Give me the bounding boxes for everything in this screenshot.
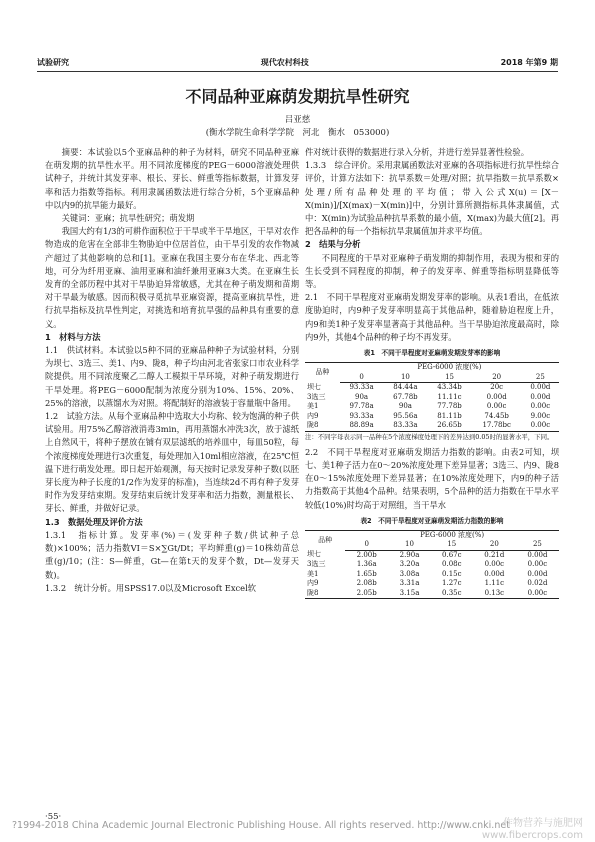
abstract: 摘要：本试验以5个亚麻品种的种子为材料，研究不同品种亚麻在萌发期的抗旱性水平。用不同浓度梯度的PEG－6000溶液处理供试种子，并统计其发芽率、根长、芽长、鲜重等指标数据，计算发芽率和活力指数等指标。利用隶属函数法进行综合分析，5个亚麻品种中以内9的抗旱能力最好。 xyxy=(45,147,299,210)
left-column xyxy=(45,146,299,595)
table2-group-header: PEG-6000 浓度(%) xyxy=(345,530,559,540)
value-cell: 77.78b xyxy=(437,402,462,411)
header-section: 试验研究 xyxy=(37,57,69,67)
value-cell: 74.45b xyxy=(484,411,509,420)
value-cell: 3.20a xyxy=(399,560,420,569)
value-cell: 0.00d xyxy=(530,383,551,392)
value-cell: 17.78bc xyxy=(472,421,522,431)
table2-col-header: 10 xyxy=(388,540,431,550)
section-1-3-3: 1.3.3 综合评价。采用隶属函数法对亚麻的各项指标进行抗旱性综合评价，计算方法如下：抗旱系数＝处理/对照；抗旱指数＝抗旱系数×处理/所有品种处理的平均值；带入公式X(u)＝[X－X(min)]/[X(max)－X(min)]中，分别计算所测指标具体隶属值，式中：X(min)为试验品种抗旱系数的最小值，X(max)为最大值[2]。再把各品种的每一个指标抗旱隶属值加并求平均值。 xyxy=(305,160,559,237)
value-cell: 97.78a xyxy=(349,402,374,411)
value-cell: 83.33a xyxy=(383,421,427,431)
value-cell: 2.00b xyxy=(356,550,377,559)
variety-cell: 内9 xyxy=(307,579,319,588)
value-cell: 0.00c xyxy=(484,560,505,569)
table1-col-header: 25 xyxy=(522,373,559,383)
table1 xyxy=(305,362,559,432)
value-cell: 0.13c xyxy=(473,589,516,599)
watermark-line1: 作物营养与施肥网 xyxy=(503,818,583,829)
variety-cell: 3选三 xyxy=(307,560,326,569)
keywords: 关键词：亚麻；抗旱性研究；萌发期 xyxy=(61,213,195,224)
watermark-line2: www.fibercrops.com xyxy=(481,830,583,841)
section-heading-2: 2 结果与分析 xyxy=(305,239,361,250)
table1-caption: 表1 不同干旱程度对亚麻萌发期发芽率的影响 xyxy=(363,349,501,358)
author: 吕亚慈 xyxy=(284,115,311,125)
value-cell: 84.44a xyxy=(393,383,418,392)
table1-col-header: 0 xyxy=(340,373,384,383)
section-2-2: 2.2 不同干旱程度对亚麻萌发期活力指数的影响。由表2可知，坝七、美1种子活力在0～20%浓度处理下差异显著；3选三、内9、陇8在0～15%浓度处理下差异显著；在10%浓度处理下，内9的种子活力指数高于其他4个品种。结果表明，5个品种的活力指数在干旱水平较低(10%)时均高于对照组，当干旱水 xyxy=(305,446,559,510)
table2-caption: 表2 不同干旱程度对亚麻萌发期活力指数的影响 xyxy=(360,516,504,525)
variety-cell: 内9 xyxy=(307,411,319,420)
value-cell: 0.00c xyxy=(530,402,551,411)
table-row xyxy=(305,560,559,570)
intro-paragraph: 我国大约有1/3的可耕作面积位于干旱或半干旱地区，干旱对农作物造成的危害在全部非生物胁迫中位居首位，由干旱引发的农作物减产超过了其他影响的总和[1]。亚麻在我国主要分布在华北、西北等地，可分为纤用亚麻、油用亚麻和油纤兼用亚麻3大类。在亚麻生长发育的全部历程中其对干旱胁迫异常敏感，尤其在种子萌发期和苗期对干旱最为敏感。因而积极寻觅抗旱亚麻资源，提高亚麻抗旱性，进行抗旱指标及抗旱性判定，对挑选和培育抗旱强的品种具有重要的意义。 xyxy=(45,226,299,329)
variety-cell: 美1 xyxy=(307,569,319,578)
table2 xyxy=(305,530,559,600)
continued-text: 件对统计获得的数据进行录入分析，并进行差异显著性检验。 xyxy=(305,147,530,157)
table2-col-header: 15 xyxy=(431,540,473,550)
table-row xyxy=(305,412,559,422)
table-row xyxy=(305,383,559,393)
value-cell: 1.11c xyxy=(484,579,505,588)
value-cell: 0.00d xyxy=(527,550,548,559)
section-heading-1: 1 材料与方法 xyxy=(45,331,101,342)
page-number: ·55· xyxy=(45,812,62,822)
value-cell: 26.65b xyxy=(427,421,471,431)
variety-cell: 坝七 xyxy=(307,382,321,391)
value-cell: 43.34b xyxy=(437,383,462,392)
value-cell: 11.11c xyxy=(437,392,462,401)
section-heading-1-3: 1.3 数据处理及评价方法 xyxy=(45,516,143,527)
value-cell: 20c xyxy=(490,383,504,392)
table-row xyxy=(305,589,559,599)
value-cell: 3.15a xyxy=(388,589,431,599)
variety-cell: 陇8 xyxy=(305,421,340,431)
value-cell: 0.00d xyxy=(486,392,507,401)
value-cell: 2.08b xyxy=(356,579,377,588)
table1-row-header: 品种 xyxy=(305,363,340,383)
value-cell: 93.33a xyxy=(349,383,374,392)
table2-row-header: 品种 xyxy=(305,530,345,550)
value-cell: 67.78b xyxy=(393,392,418,401)
value-cell: 0.00d xyxy=(527,569,548,578)
table1-col-header: 20 xyxy=(472,373,522,383)
table1-col-header: 10 xyxy=(383,373,427,383)
variety-cell: 坝七 xyxy=(307,550,321,559)
table2-col-header: 25 xyxy=(516,540,559,550)
table1-col-header: 15 xyxy=(427,373,471,383)
value-cell: 0.00c xyxy=(522,421,559,431)
value-cell: 95.56a xyxy=(393,411,418,420)
value-cell: 9.00c xyxy=(530,411,551,420)
value-cell: 0.00c xyxy=(516,589,559,599)
table-row xyxy=(305,421,559,431)
value-cell: 0.67c xyxy=(442,550,462,559)
section-1-3-2: 1.3.2 统计分析。用SPSS17.0以及Microsoft Excel软 xyxy=(45,582,257,593)
table-row xyxy=(305,393,559,403)
value-cell: 81.11b xyxy=(437,411,462,420)
value-cell: 0.00d xyxy=(530,392,551,401)
value-cell: 0.15c xyxy=(442,569,462,578)
value-cell: 2.05b xyxy=(345,589,388,599)
value-cell: 1.36a xyxy=(356,560,377,569)
copyright-footer: ?1994-2018 China Academic Journal Electronic Publishing House. All rights reserved. http://www.cnki.net xyxy=(12,820,510,831)
article-title: 不同品种亚麻荫发期抗旱性研究 xyxy=(185,87,410,106)
value-cell: 0.00d xyxy=(484,569,505,578)
table-row xyxy=(305,402,559,412)
value-cell: 0.08c xyxy=(442,560,462,569)
header-rule xyxy=(37,71,558,72)
table-row xyxy=(305,579,559,589)
section-1-2: 1.2 试验方法。从每个亚麻品种中选取大小均称、较为饱满的种子供试验用。用75%乙醇溶液消毒3min，再用蒸馏水冲洗3次，放于滤纸上自然风干，将种子摆放在铺有双层滤纸的培养皿中，每皿50粒，每个浓度梯度处理进行3次重复，每处理加入10ml相应溶液，在25℃恒温下进行萌发处理。即日起开始观测，每天按时记录发芽种子数(以胚芽长度为种子长度的1/2作为发芽的标准)，当连续2d不再有种子发芽时作为发芽结束期。发芽结束后统计发芽率和活力指数，测量根长、芽长、鲜重，并做好记录。 xyxy=(45,411,299,514)
value-cell: 0.00c xyxy=(486,402,507,411)
site-watermark xyxy=(482,818,583,842)
section-1-1: 1.1 供试材料。本试验以5种不同的亚麻品种种子为试验材料，分别为坝七、3选三、美1、内9、陇8，种子均由河北省张家口市农业科学院提供。用不同浓度聚乙二醇人工模拟干旱环境，对种子萌发期进行干旱处理。将PEG－6000配制为浓度分别为10%、15%、20%、25%的溶液，以蒸馏水为对照。将配制好的溶液装于容量瓶中备用。 xyxy=(45,345,299,408)
right-column xyxy=(305,146,559,599)
table-row xyxy=(305,550,559,560)
affiliation: (衡水学院生命科学学院 河北 衡水 053000) xyxy=(205,128,390,138)
value-cell: 0.35c xyxy=(431,589,473,599)
value-cell: 0.00c xyxy=(527,560,548,569)
value-cell: 93.33a xyxy=(349,411,374,420)
value-cell: 3.31a xyxy=(399,579,420,588)
value-cell: 88.89a xyxy=(340,421,384,431)
table2-col-header: 0 xyxy=(345,540,388,550)
value-cell: 0.02d xyxy=(527,579,548,588)
section-1-3-1: 1.3.1 指标计算。发芽率(%)＝(发芽种子数/供试种子总数)×100%；活力指数VI＝S×∑Gt/Dt；平均鲜重(g)＝10株幼苗总重(g)/10；(注：S—鲜重，Gt—在第t天的发芽个数，Dt—发芽天数)。 xyxy=(45,529,299,580)
value-cell: 1.65b xyxy=(356,569,377,578)
running-header xyxy=(37,55,558,69)
table2-col-header: 20 xyxy=(473,540,516,550)
table-row xyxy=(305,570,559,580)
value-cell: 0.21d xyxy=(484,550,505,559)
variety-cell: 3选三 xyxy=(307,392,326,401)
value-cell: 90a xyxy=(355,392,369,401)
table1-group-header: PEG-6000 浓度(%) xyxy=(340,363,559,373)
value-cell: 1.27c xyxy=(442,579,462,588)
table1-note: 注：不同字母表示同一品种在5个浓度梯度处理下的差异达到0.05时的显著水平，下同。 xyxy=(305,432,554,441)
variety-cell: 美1 xyxy=(307,402,319,411)
header-issue: 2018 年第9 期 xyxy=(500,57,558,67)
section-2-1: 2.1 不同干旱程度对亚麻萌发期发芽率的影响。从表1看出，在低浓度胁迫时，内9种子发芽率明显高于其他品种，随着胁迫程度上升，内9和美1种子发芽率显著高于其他品种。当干旱胁迫浓度最高时，除内9外，其他4个品种的种子均不再发芽。 xyxy=(305,292,559,342)
value-cell: 2.90a xyxy=(399,550,420,559)
header-journal: 现代农村科技 xyxy=(260,57,309,67)
value-cell: 90a xyxy=(398,402,412,411)
results-intro: 不同程度的干旱对亚麻种子萌发期的抑制作用，表现为根和芽的生长受到不同程度的抑制，种子的发芽率、鲜重等指标明显降低等等。 xyxy=(305,252,559,290)
variety-cell: 陇8 xyxy=(305,589,345,599)
value-cell: 3.08a xyxy=(399,569,420,578)
